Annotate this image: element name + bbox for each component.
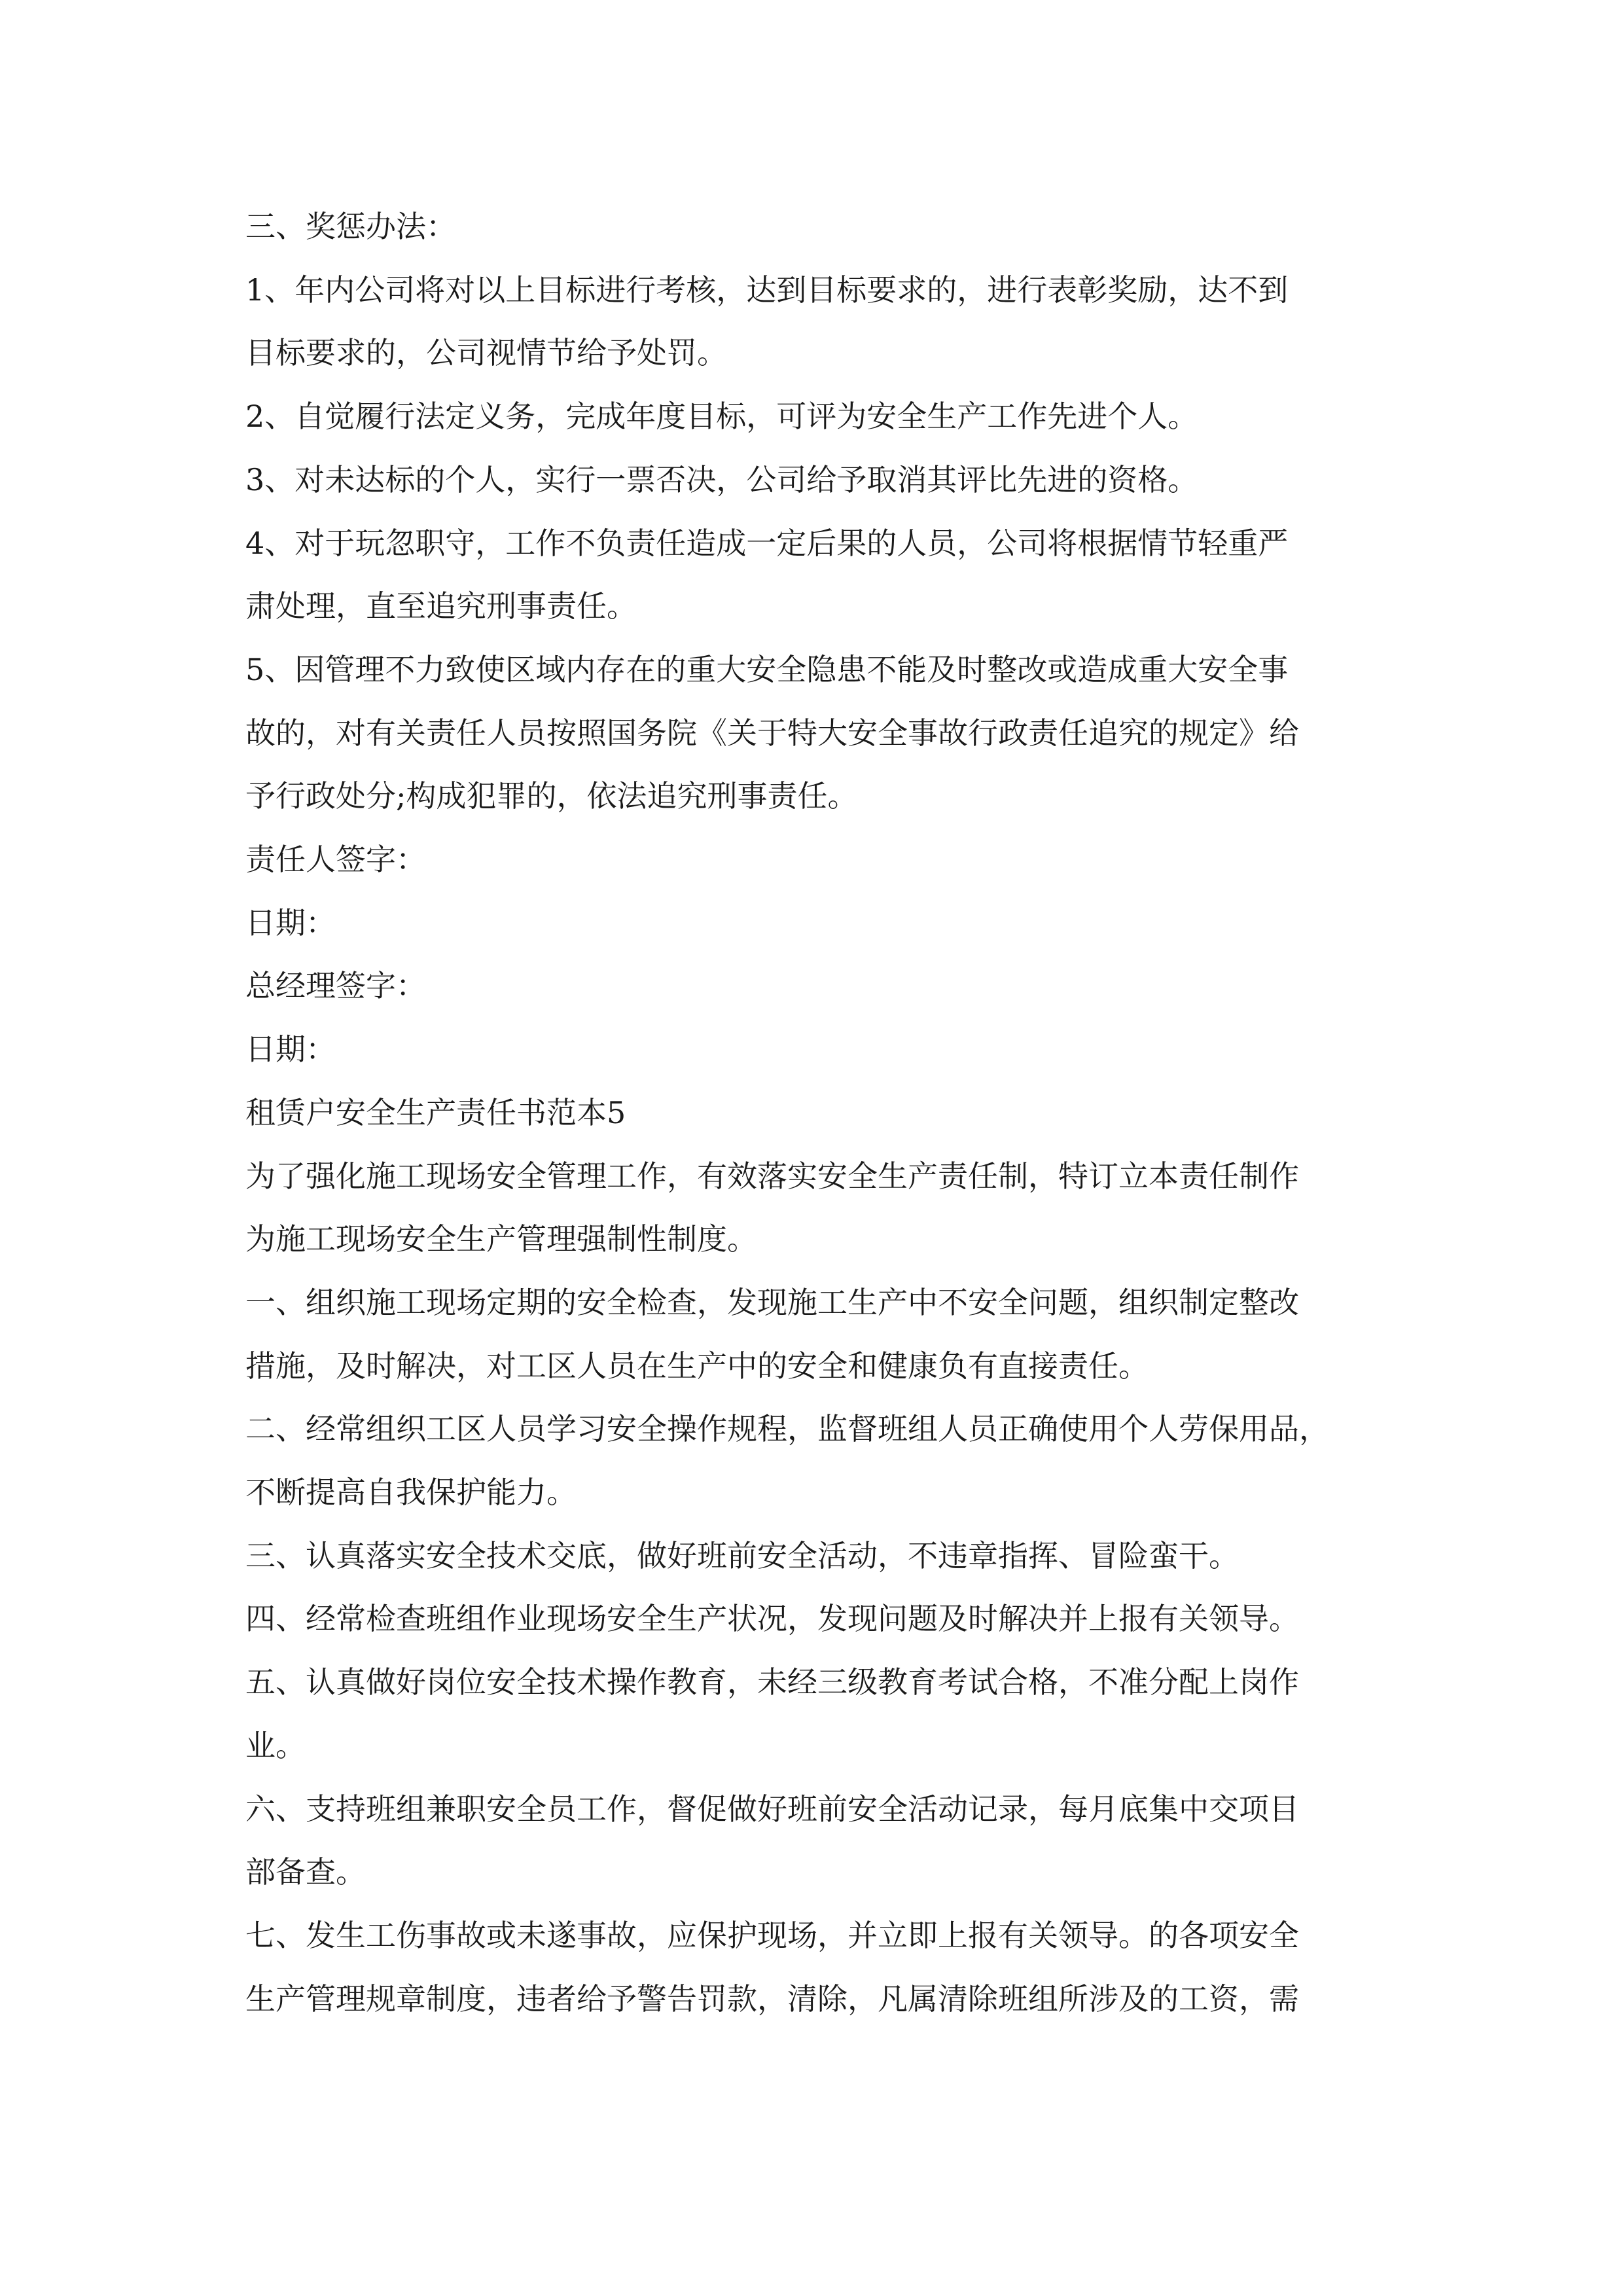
paragraph-line: 为了强化施工现场安全管理工作，有效落实安全生产责任制，特订立本责任制作 bbox=[245, 1158, 1299, 1194]
paragraph-line: 2、自觉履行法定义务，完成年度目标，可评为安全生产工作先进个人。 bbox=[245, 399, 1198, 434]
date-label: 日期： bbox=[245, 1031, 336, 1067]
paragraph-line: 5、因管理不力致使区域内存在的重大安全隐患不能及时整改或造成重大安全事 bbox=[245, 652, 1289, 687]
section-title-template-5: 租赁户安全生产责任书范本5 bbox=[245, 1095, 626, 1130]
paragraph-line: 故的，对有关责任人员按照国务院《关于特大安全事故行政责任追究的规定》给 bbox=[245, 715, 1299, 751]
signature-label-responsible-person: 责任人签字： bbox=[245, 842, 426, 877]
paragraph-line: 目标要求的，公司视情节给予处罚。 bbox=[245, 335, 727, 370]
paragraph-line: 予行政处分;构成犯罪的，依法追究刑事责任。 bbox=[245, 778, 858, 814]
paragraph-line: 1、年内公司将对以上目标进行考核，达到目标要求的，进行表彰奖励，达不到 bbox=[245, 272, 1289, 308]
paragraph-line: 三、认真落实安全技术交底，做好班前安全活动，不违章指挥、冒险蛮干。 bbox=[245, 1538, 1239, 1573]
paragraph-line: 3、对未达标的个人，实行一票否决，公司给予取消其评比先进的资格。 bbox=[245, 462, 1198, 497]
paragraph-line: 措施，及时解决，对工区人员在生产中的安全和健康负有直接责任。 bbox=[245, 1348, 1149, 1384]
paragraph-line: 部备查。 bbox=[245, 1854, 366, 1890]
paragraph-line: 肃处理，直至追究刑事责任。 bbox=[245, 588, 637, 624]
paragraph-line: 二、经常组织工区人员学习安全操作规程，监督班组人员正确使用个人劳保用品， bbox=[245, 1411, 1329, 1446]
paragraph-line: 为施工现场安全生产管理强制性制度。 bbox=[245, 1221, 757, 1257]
paragraph-line: 五、认真做好岗位安全技术操作教育，未经三级教育考试合格，不准分配上岗作 bbox=[245, 1664, 1299, 1700]
signature-label-general-manager: 总经理签字： bbox=[245, 968, 426, 1003]
section-heading-rewards-penalties: 三、奖惩办法： bbox=[245, 209, 456, 244]
paragraph-line: 生产管理规章制度，违者给予警告罚款，清除，凡属清除班组所涉及的工资，需 bbox=[245, 1981, 1299, 2017]
paragraph-line: 一、组织施工现场定期的安全检查，发现施工生产中不安全问题，组织制定整改 bbox=[245, 1285, 1299, 1320]
paragraph-line: 四、经常检查班组作业现场安全生产状况，发现问题及时解决并上报有关领导。 bbox=[245, 1601, 1299, 1636]
paragraph-line: 七、发生工伤事故或未遂事故，应保护现场，并立即上报有关领导。的各项安全 bbox=[245, 1918, 1299, 1953]
paragraph-line: 4、对于玩忽职守，工作不负责任造成一定后果的人员，公司将根据情节轻重严 bbox=[245, 526, 1289, 561]
paragraph-line: 六、支持班组兼职安全员工作，督促做好班前安全活动记录，每月底集中交项目 bbox=[245, 1791, 1299, 1827]
paragraph-line: 不断提高自我保护能力。 bbox=[245, 1475, 577, 1510]
date-label: 日期： bbox=[245, 905, 336, 941]
paragraph-line: 业。 bbox=[245, 1728, 306, 1763]
